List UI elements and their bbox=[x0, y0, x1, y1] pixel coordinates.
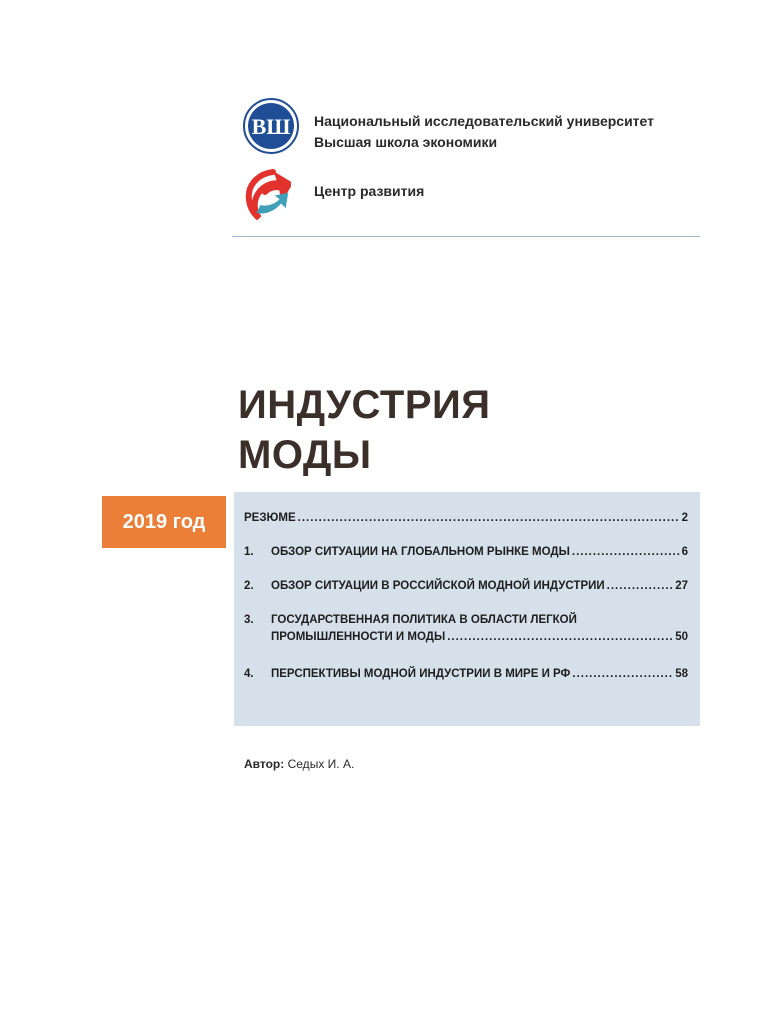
toc-dots bbox=[298, 512, 680, 524]
author-label: Автор: bbox=[244, 757, 285, 771]
author-name: Седых И. А. bbox=[287, 757, 355, 771]
toc-title-line1: ГОСУДАРСТВЕННАЯ ПОЛИТИКА В ОБЛАСТИ ЛЕГКОЙ bbox=[271, 614, 577, 626]
toc-entry-3[interactable] bbox=[244, 614, 688, 643]
author-line bbox=[244, 757, 354, 771]
university-name bbox=[314, 111, 654, 153]
toc-page: 50 bbox=[675, 631, 688, 643]
center-name: Центр развития bbox=[314, 183, 425, 199]
toc-dots bbox=[447, 631, 673, 643]
header-divider bbox=[232, 236, 700, 237]
toc-entry-1[interactable] bbox=[244, 546, 688, 558]
toc-title: ОБЗОР СИТУАЦИИ НА ГЛОБАЛЬНОМ РЫНКЕ МОДЫ bbox=[271, 546, 570, 558]
toc-entry-summary[interactable] bbox=[244, 512, 688, 524]
hse-logo-icon bbox=[243, 98, 299, 154]
toc-page: 27 bbox=[675, 580, 688, 592]
toc-page: 58 bbox=[675, 668, 688, 680]
toc-number: 2. bbox=[244, 580, 254, 592]
year-badge: 2019 год bbox=[102, 496, 226, 548]
toc-dots bbox=[572, 668, 673, 680]
table-of-contents bbox=[234, 492, 700, 726]
toc-title: ПЕРСПЕКТИВЫ МОДНОЙ ИНДУСТРИИ В МИРЕ И РФ bbox=[271, 668, 571, 680]
title-line1: ИНДУСТРИЯ bbox=[238, 383, 491, 427]
toc-dots bbox=[607, 580, 674, 592]
university-line2: Высшая школа экономики bbox=[314, 134, 498, 150]
toc-number: 3. bbox=[244, 614, 254, 626]
toc-page: 2 bbox=[681, 512, 688, 524]
toc-dots bbox=[572, 546, 680, 558]
hse-logo-letters: ВШ bbox=[251, 114, 291, 139]
toc-entry-2[interactable] bbox=[244, 580, 688, 592]
title-line2: МОДЫ bbox=[238, 433, 372, 477]
toc-title: РЕЗЮМЕ bbox=[244, 512, 296, 524]
university-line1: Национальный исследовательский университет bbox=[314, 113, 654, 129]
toc-number: 1. bbox=[244, 546, 254, 558]
toc-title: ОБЗОР СИТУАЦИИ В РОССИЙСКОЙ МОДНОЙ ИНДУСТРИИ bbox=[271, 580, 605, 592]
toc-title-line2: ПРОМЫШЛЕННОСТИ И МОДЫ bbox=[271, 631, 446, 643]
document-title bbox=[238, 380, 491, 480]
toc-page: 6 bbox=[681, 546, 688, 558]
toc-entry-4[interactable] bbox=[244, 668, 688, 680]
center-logo-icon bbox=[243, 168, 291, 220]
toc-number: 4. bbox=[244, 668, 254, 680]
